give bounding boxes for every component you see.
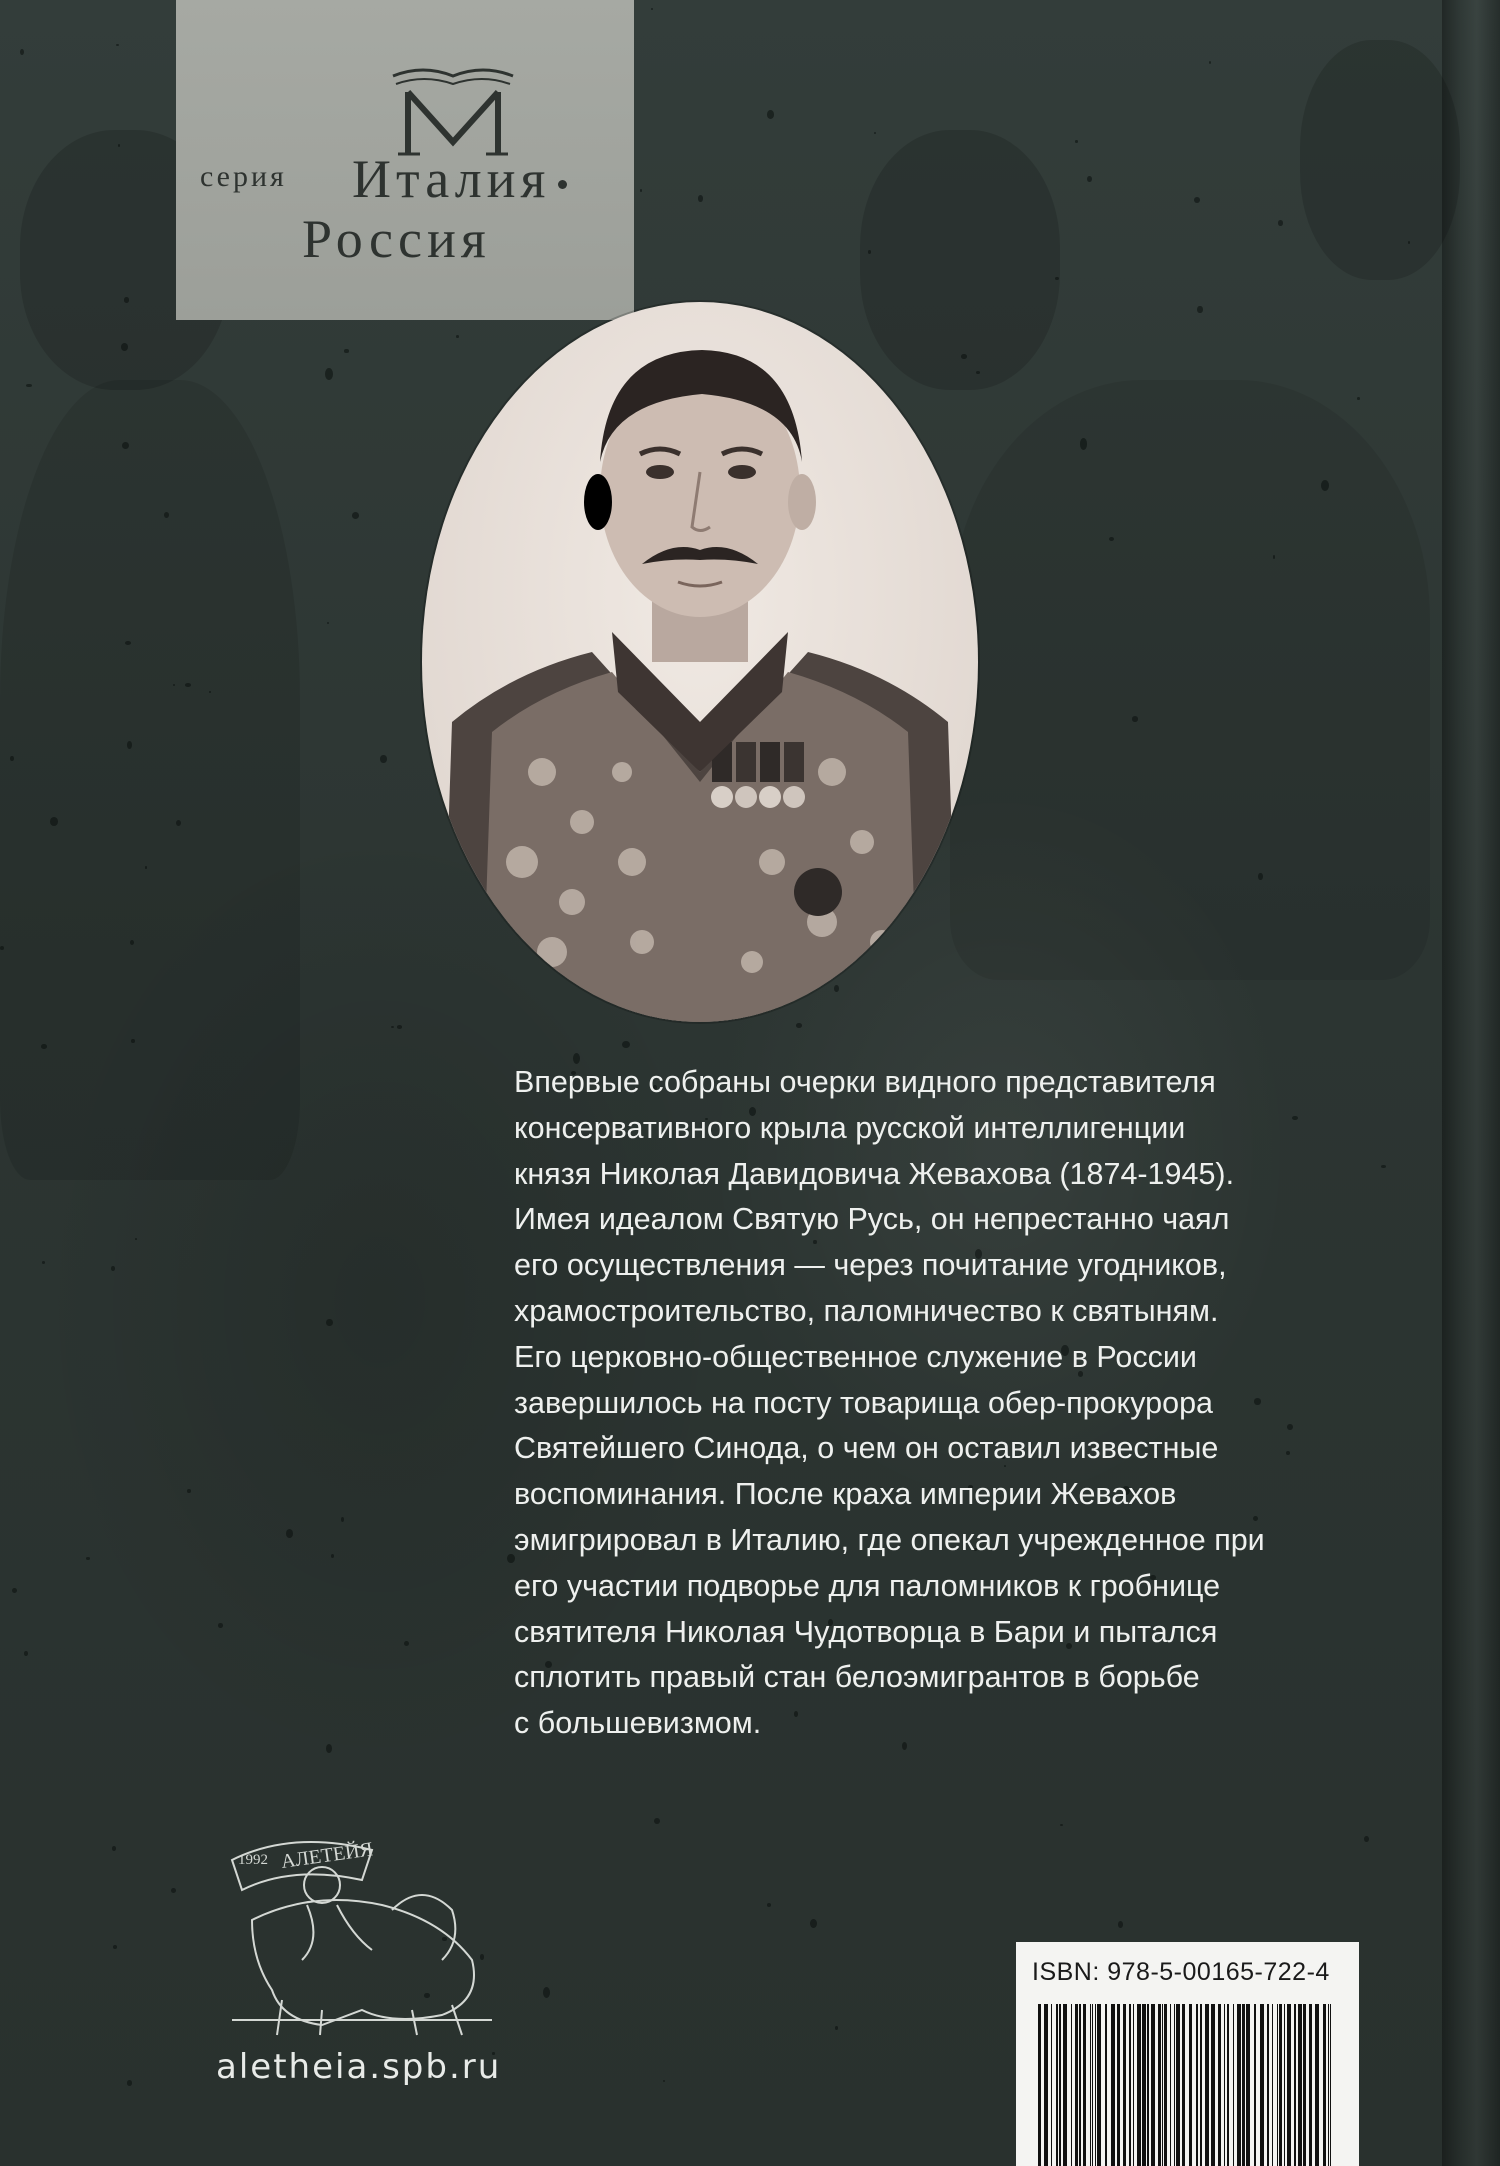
barcode-bar: [1137, 2004, 1141, 2166]
spine-edge: [1442, 0, 1500, 2166]
barcode-bar: [1328, 2004, 1329, 2166]
barcode-bar: [1242, 2004, 1245, 2166]
background-speck: [868, 250, 871, 254]
background-speck: [391, 1026, 394, 1028]
background-speck: [20, 49, 24, 55]
background-speck: [1408, 241, 1410, 244]
barcode-bar: [1071, 2004, 1072, 2166]
background-speck: [796, 1023, 802, 1028]
background-speck: [326, 1319, 332, 1326]
barcode-bar: [1284, 2004, 1285, 2166]
background-speck: [327, 622, 329, 624]
background-speck: [86, 1557, 90, 1559]
background-speck: [286, 1529, 293, 1538]
background-speck: [116, 44, 119, 46]
description-line: Святейшего Синода, о чем он оставил известные: [514, 1431, 1219, 1466]
description-line: консервативного крыла русской интеллигенции: [514, 1110, 1186, 1145]
barcode-bar: [1303, 2004, 1306, 2166]
background-speck: [112, 1846, 117, 1851]
barcode-bar: [1129, 2004, 1131, 2166]
description-line: воспоминания. После краха империи Жевахов: [514, 1477, 1177, 1512]
background-speck: [344, 349, 348, 353]
barcode-bar: [1038, 2004, 1041, 2166]
background-speck: [397, 1025, 402, 1028]
background-speck: [1075, 140, 1078, 143]
background-speck: [12, 1588, 17, 1593]
book-description: [514, 1060, 1394, 1747]
description-line: храмостроительство, паломничество к святыням.: [514, 1293, 1219, 1328]
barcode-bar: [1097, 2004, 1101, 2166]
background-speck: [1055, 277, 1059, 280]
background-speck: [135, 1238, 137, 1240]
dot-separator-icon: [558, 180, 567, 189]
barcode-bar: [1211, 2004, 1215, 2166]
description-line: эмигрировал в Италию, где опекал учрежденное при: [514, 1522, 1265, 1557]
description-line: его участии подворье для паломников к гробнице: [514, 1568, 1221, 1603]
barcode-bar: [1092, 2004, 1093, 2166]
background-speck: [651, 8, 653, 10]
barcode-bar: [1233, 2004, 1234, 2166]
background-speck: [1194, 197, 1200, 203]
barcode-bar: [1294, 2004, 1296, 2166]
barcode-bar: [1309, 2004, 1312, 2166]
barcode-bar: [1182, 2004, 1185, 2166]
series-logo-icon: [388, 62, 518, 162]
background-speck: [1357, 397, 1360, 400]
barcode-bar: [1224, 2004, 1225, 2166]
barcode-bar: [1260, 2004, 1264, 2166]
background-speck: [130, 940, 134, 945]
description-line: с большевизмом.: [514, 1706, 762, 1741]
isbn-block: [1016, 1942, 1359, 2166]
barcode-bar: [1105, 2004, 1107, 2166]
background-speck: [1080, 438, 1087, 449]
barcode-bar: [1189, 2004, 1192, 2166]
barcode-bar: [1246, 2004, 1250, 2166]
barcode-bar: [1227, 2004, 1229, 2166]
background-speck: [1132, 716, 1138, 721]
barcode-bar: [1287, 2004, 1291, 2166]
barcode-bar: [1111, 2004, 1115, 2166]
barcode-bar: [1277, 2004, 1278, 2166]
portrait-photo-icon: [422, 302, 978, 1022]
description-line: Его церковно-общественное служение в России: [514, 1339, 1197, 1374]
barcode-bar: [1272, 2004, 1273, 2166]
background-speck: [10, 756, 14, 762]
background-speck: [127, 2080, 133, 2086]
background-speck: [50, 817, 58, 826]
background-speck: [124, 297, 130, 303]
series-label-box: [176, 0, 634, 320]
background-speck: [835, 2026, 838, 2030]
barcode-bar: [1056, 2004, 1058, 2166]
series-title-line2: Россия: [302, 209, 491, 269]
background-speck: [187, 1489, 191, 1493]
barcode-bar: [1051, 2004, 1052, 2166]
publisher-logo-year: 1992: [238, 1852, 268, 1868]
background-speck: [111, 1266, 115, 1270]
series-title-text: Италия: [352, 149, 551, 209]
barcode-bar: [1164, 2004, 1167, 2166]
barcode-bar: [1174, 2004, 1175, 2166]
background-speck: [26, 384, 32, 388]
barcode-bar: [1298, 2004, 1302, 2166]
background-speck: [326, 1744, 332, 1753]
barcode-bar: [1315, 2004, 1319, 2166]
description-line: святителя Николая Чудотворца в Бари и пытался: [514, 1614, 1218, 1649]
background-speck: [331, 1554, 334, 1558]
background-speck: [1278, 220, 1283, 225]
barcode-bar: [1151, 2004, 1155, 2166]
background-ghost-figure: [950, 380, 1430, 980]
publisher-logo-name: АЛЕТЕЙЯ: [279, 1838, 375, 1873]
publisher-website: aletheia.spb.ru: [216, 2047, 502, 2087]
barcode-bar: [1330, 2004, 1331, 2166]
background-speck: [404, 1641, 410, 1647]
author-portrait: [422, 302, 978, 1022]
barcode-bar: [1218, 2004, 1221, 2166]
barcode-bar: [1117, 2004, 1120, 2166]
background-speck: [352, 512, 359, 519]
barcode-bar: [1170, 2004, 1171, 2166]
background-speck: [874, 132, 876, 134]
barcode-bar: [1267, 2004, 1269, 2166]
background-speck: [543, 1987, 550, 1998]
series-title-line1: [352, 148, 567, 210]
background-speck: [767, 110, 774, 118]
barcode-bar: [1196, 2004, 1198, 2166]
background-speck: [218, 1623, 223, 1628]
barcode-bar: [1079, 2004, 1081, 2166]
background-speck: [767, 1903, 772, 1908]
background-speck: [1209, 61, 1212, 65]
background-speck: [1109, 537, 1114, 541]
barcode-bar: [1254, 2004, 1256, 2166]
background-speck: [325, 368, 333, 380]
description-line: сплотить правый стан белоэмигрантов в борьбе: [514, 1660, 1200, 1695]
background-speck: [1258, 873, 1263, 880]
barcode-bar: [1063, 2004, 1067, 2166]
barcode-bar: [1323, 2004, 1326, 2166]
series-prefix: серия: [200, 160, 287, 193]
background-speck: [42, 1261, 45, 1264]
barcode-bar: [1075, 2004, 1078, 2166]
barcode-bar: [1205, 2004, 1209, 2166]
description-line: Впервые собраны очерки видного представителя: [514, 1065, 1216, 1099]
background-ghost-figure: [0, 380, 300, 1180]
background-ghost-figure: [1300, 40, 1460, 280]
background-speck: [654, 1818, 660, 1824]
background-speck: [341, 1517, 344, 1522]
background-speck: [113, 1945, 117, 1949]
barcode-bar: [1237, 2004, 1241, 2166]
background-speck: [380, 755, 386, 763]
barcode-bar: [1133, 2004, 1134, 2166]
background-speck: [185, 683, 191, 687]
background-speck: [1060, 1824, 1063, 1826]
background-speck: [810, 1919, 817, 1929]
background-speck: [1118, 1921, 1123, 1927]
background-speck: [698, 195, 704, 202]
background-speck: [164, 512, 169, 518]
background-speck: [622, 1041, 630, 1048]
isbn-label: ISBN: 978-5-00165-722-4: [1032, 1958, 1330, 1986]
background-speck: [24, 1651, 29, 1656]
barcode-bar: [1123, 2004, 1126, 2166]
barcode-bar: [1083, 2004, 1086, 2166]
description-line: князя Николая Давидовича Жевахова (1874-1945).: [514, 1156, 1235, 1191]
background-speck: [640, 189, 643, 191]
background-speck: [131, 1039, 135, 1043]
barcode-bar: [1176, 2004, 1180, 2166]
description-line: завершилось на посту товарища обер-прокурора: [514, 1385, 1213, 1420]
barcode-bar: [1090, 2004, 1091, 2166]
background-speck: [122, 442, 129, 449]
barcode-bar: [1059, 2004, 1061, 2166]
barcode-bar: [1147, 2004, 1149, 2166]
barcode-bar: [1044, 2004, 1048, 2166]
barcode-bar: [1142, 2004, 1146, 2166]
barcode-bar: [1162, 2004, 1163, 2166]
background-speck: [1364, 1836, 1369, 1842]
background-speck: [1087, 176, 1092, 182]
barcode-bar: [1158, 2004, 1161, 2166]
barcode-bar: [1095, 2004, 1096, 2166]
barcode-icon: [1038, 2004, 1338, 2166]
background-speck: [176, 820, 181, 826]
barcode-bar: [1200, 2004, 1202, 2166]
background-speck: [1197, 306, 1202, 313]
background-speck: [663, 2080, 665, 2082]
background-speck: [171, 1888, 176, 1893]
publisher-logo-icon: [212, 1810, 512, 2040]
background-speck: [127, 741, 132, 749]
description-line: его осуществления — через почитание угодников,: [514, 1248, 1227, 1283]
barcode-bar: [1279, 2004, 1282, 2166]
description-line: Имея идеалом Святую Русь, он непрестанно чаял: [514, 1202, 1230, 1237]
